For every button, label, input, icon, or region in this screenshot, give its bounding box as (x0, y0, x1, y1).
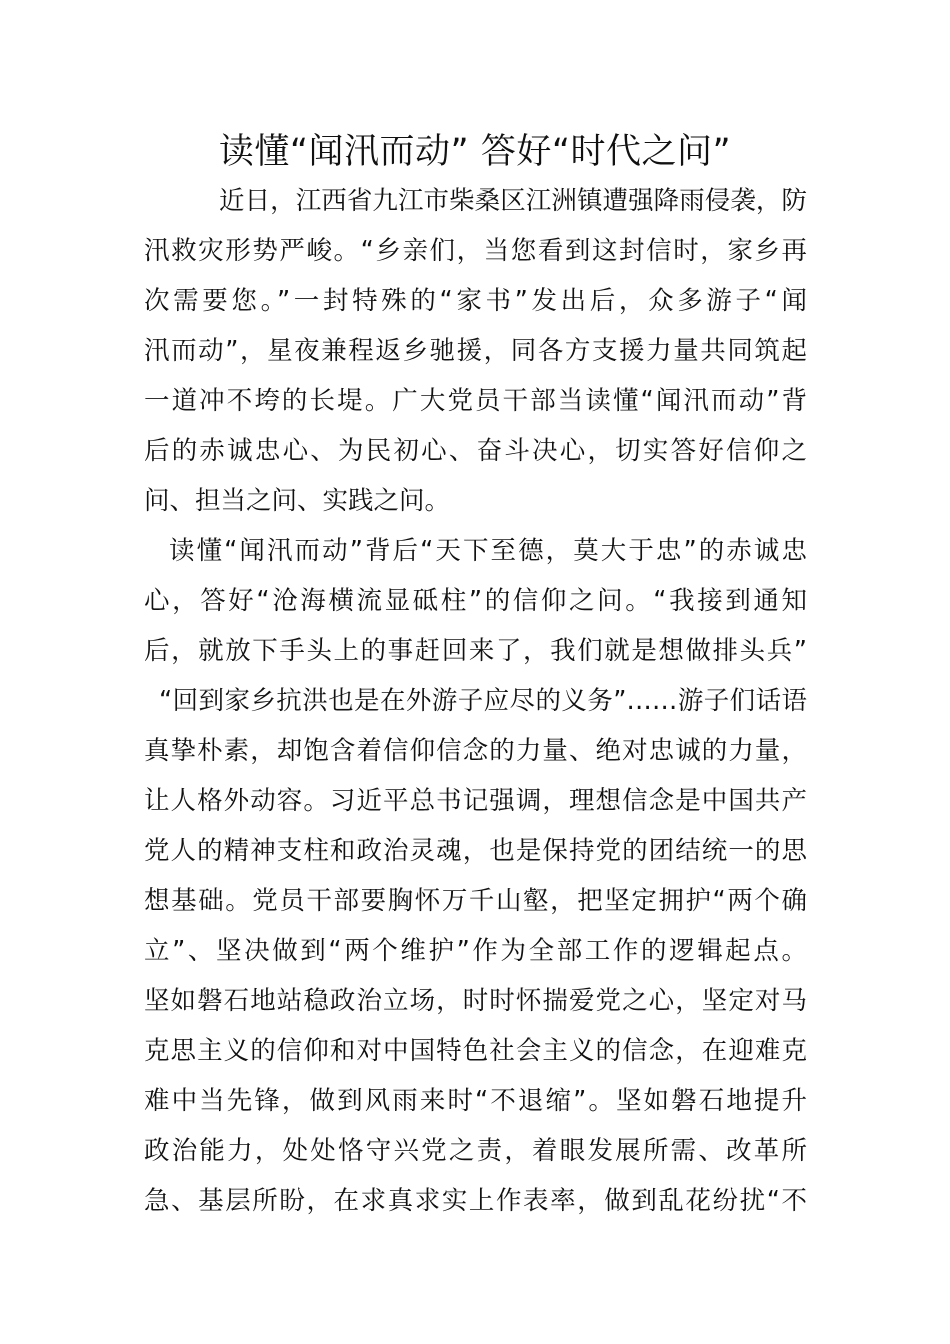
paragraph-line: 后的赤诚忠心、为民初心、奋斗决心，切实答好信仰之 (144, 436, 807, 466)
paragraph-line: 后，就放下手头上的事赶回来了，我们就是想做排头兵” (144, 636, 807, 666)
paragraph-line: 一道冲不垮的长堤。广大党员干部当读懂“闻汛而动”背 (144, 386, 807, 416)
paragraph-line: 党人的精神支柱和政治灵魂，也是保持党的团结统一的思 (144, 836, 807, 866)
paragraph-line: 难中当先锋，做到风雨来时“不退缩”。坚如磐石地提升 (144, 1086, 807, 1116)
paragraph-line: “回到家乡抗洪也是在外游子应尽的义务”……游子们话语 (159, 686, 807, 716)
paragraph-1 (144, 176, 807, 526)
document-body (144, 176, 807, 1226)
paragraph-line: 克思主义的信仰和对中国特色社会主义的信念，在迎难克 (144, 1036, 807, 1066)
paragraph-line: 政治能力，处处恪守兴党之责，着眼发展所需、改革所 (144, 1136, 807, 1166)
paragraph-line: 让人格外动容。习近平总书记强调，理想信念是中国共产 (144, 786, 807, 816)
paragraph-line: 心，答好“沧海横流显砥柱”的信仰之问。“我接到通知 (144, 586, 807, 616)
paragraph-line: 真挚朴素，却饱含着信仰信念的力量、绝对忠诚的力量， (144, 736, 807, 766)
paragraph-line: 立”、坚决做到“两个维护”作为全部工作的逻辑起点。 (144, 936, 807, 966)
paragraph-line: 想基础。党员干部要胸怀万千山壑，把坚定拥护“两个确 (144, 886, 807, 916)
document-title: 读懂“闻汛而动” 答好“时代之问” (218, 132, 732, 172)
paragraph-line: 急、基层所盼，在求真求实上作表率，做到乱花纷扰“不 (144, 1186, 807, 1216)
paragraph-line: 坚如磐石地站稳政治立场，时时怀揣爱党之心，坚定对马 (144, 986, 807, 1016)
paragraph-line: 读懂“闻汛而动”背后“天下至德，莫大于忠”的赤诚忠 (169, 536, 807, 566)
paragraph-line: 次需要您。”一封特殊的“家书”发出后，众多游子“闻 (144, 286, 807, 316)
paragraph-line: 近日，江西省九江市柴桑区江洲镇遭强降雨侵袭，防 (219, 186, 807, 216)
paragraph-line: 汛而动”，星夜兼程返乡驰援，同各方支援力量共同筑起 (144, 336, 807, 366)
paragraph-line: 汛救灾形势严峻。“乡亲们，当您看到这封信时，家乡再 (144, 236, 807, 266)
paragraph-2 (144, 526, 807, 1226)
paragraph-line: 问、担当之问、实践之问。 (144, 486, 451, 516)
